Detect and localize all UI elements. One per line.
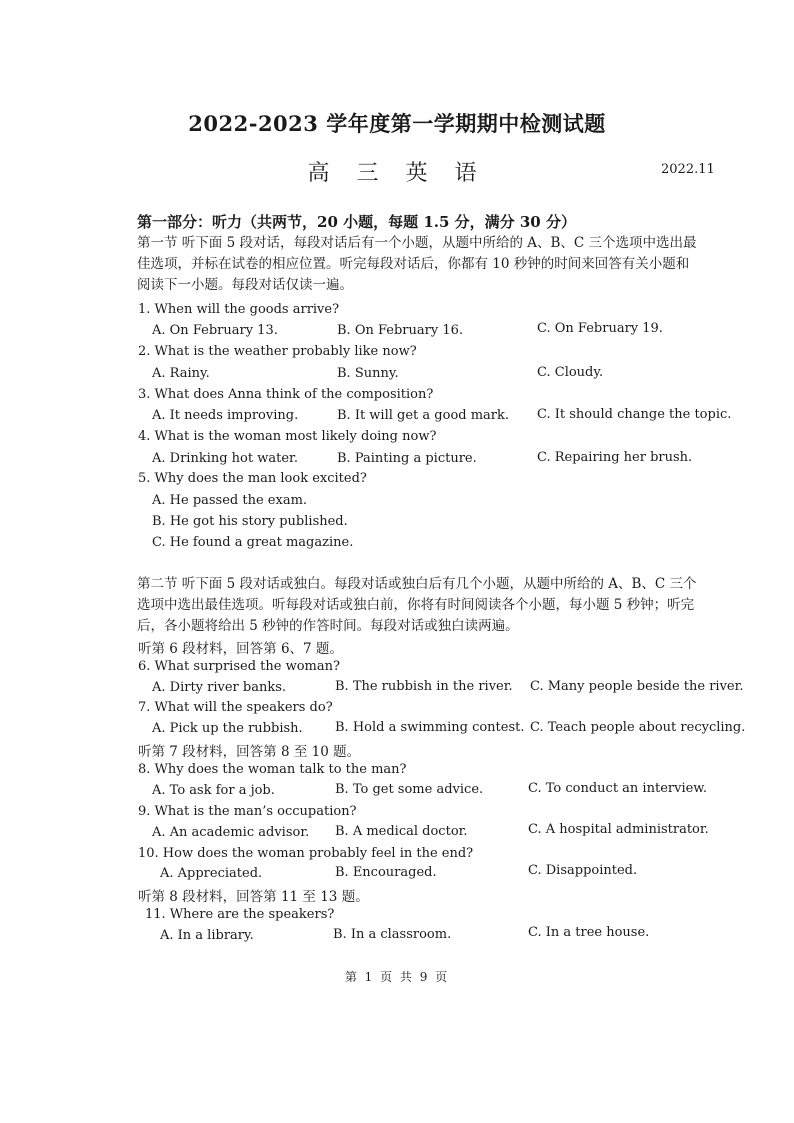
option-c: C. Cloudy. xyxy=(537,365,604,380)
option-a: A. An academic advisor. xyxy=(152,825,310,840)
option-b: B. A medical doctor. xyxy=(335,824,468,839)
question-11: 11. Where are the speakers? xyxy=(145,907,335,922)
option-c: C. To conduct an interview. xyxy=(528,781,708,796)
option-b: B. On February 16. xyxy=(337,323,464,338)
option-b: B. Hold a swimming contest. xyxy=(335,720,525,735)
instruction-line: 后，各小题将给出 5 秒钟的作答时间。每段对话或独白读两遍。 xyxy=(137,618,519,634)
instruction-line: 阅读下一小题。每段对话仅读一遍。 xyxy=(137,277,353,293)
option-a: A. Rainy. xyxy=(152,366,210,381)
instruction-line: 选项中选出最佳选项。听每段对话或独白前，你将有时间阅读各个小题，每小题 5 秒钟；听完 xyxy=(137,597,695,613)
exam-title: 2022-2023 学年度第一学期期中检测试题 xyxy=(188,111,606,136)
instruction-line: 第一节 听下面 5 段对话，每段对话后有一个小题，从题中所给的 A、B、C 三个选项中选出最 xyxy=(137,235,697,251)
section2-instructions xyxy=(137,574,722,637)
option-b: B. Encouraged. xyxy=(335,865,437,880)
question-3: 3. What does Anna think of the composition? xyxy=(138,387,434,402)
material-note-6: 听第 6 段材料，回答第 6、7 题。 xyxy=(138,641,343,657)
question-8: 8. Why does the woman talk to the man? xyxy=(138,762,407,777)
option-c: C. Disappointed. xyxy=(528,863,638,878)
option-c: C. A hospital administrator. xyxy=(528,822,709,837)
option-b: B. It will get a good mark. xyxy=(337,408,510,423)
option-b: B. He got his story published. xyxy=(152,514,348,529)
option-a: A. He passed the exam. xyxy=(152,493,308,508)
option-b: B. The rubbish in the river. xyxy=(335,679,513,694)
question-10: 10. How does the woman probably feel in the end? xyxy=(138,846,474,861)
option-c: C. He found a great magazine. xyxy=(152,535,354,550)
option-b: B. Sunny. xyxy=(337,366,399,381)
question-5: 5. Why does the man look excited? xyxy=(138,471,367,486)
material-note-8: 听第 8 段材料，回答第 11 至 13 题。 xyxy=(138,889,369,905)
question-9: 9. What is the man’s occupation? xyxy=(138,804,357,819)
option-a: A. It needs improving. xyxy=(152,408,299,423)
instruction-line: 第二节 听下面 5 段对话或独白。每段对话或独白后有几个小题，从题中所给的 A、B、C 三个 xyxy=(137,576,697,592)
option-a: A. To ask for a job. xyxy=(152,783,275,798)
option-c: C. Many people beside the river. xyxy=(530,679,744,694)
option-c: C. It should change the topic. xyxy=(537,407,732,422)
option-b: B. Painting a picture. xyxy=(337,451,477,466)
section1-instructions xyxy=(137,233,722,296)
page-number: 第 1 页 共 9 页 xyxy=(344,970,450,984)
option-a: A. In a library. xyxy=(160,928,254,943)
option-c: C. Teach people about recycling. xyxy=(530,720,746,735)
question-1: 1. When will the goods arrive? xyxy=(138,302,340,317)
question-6: 6. What surprised the woman? xyxy=(138,659,340,674)
exam-date: 2022.11 xyxy=(661,162,715,177)
exam-subject: 高 三 英 语 xyxy=(307,161,487,186)
part1-heading: 第一部分：听力（共两节，20 小题，每题 1.5 分，满分 30 分） xyxy=(137,213,576,231)
option-a: A. Pick up the rubbish. xyxy=(152,721,303,736)
option-c: C. Repairing her brush. xyxy=(537,450,693,465)
question-7: 7. What will the speakers do? xyxy=(138,700,333,715)
option-b: B. To get some advice. xyxy=(335,782,484,797)
option-a: A. On February 13. xyxy=(152,323,278,338)
question-2: 2. What is the weather probably like now? xyxy=(138,344,417,359)
option-a: A. Drinking hot water. xyxy=(152,451,298,466)
option-c: C. On February 19. xyxy=(537,321,663,336)
option-b: B. In a classroom. xyxy=(333,927,452,942)
option-c: C. In a tree house. xyxy=(528,925,650,940)
material-note-7: 听第 7 段材料，回答第 8 至 10 题。 xyxy=(138,744,361,760)
question-4: 4. What is the woman most likely doing now? xyxy=(138,429,437,444)
instruction-line: 佳选项，并标在试卷的相应位置。听完每段对话后，你都有 10 秒钟的时间来回答有关小题和 xyxy=(137,256,690,272)
option-a: A. Dirty river banks. xyxy=(152,680,287,695)
option-a: A. Appreciated. xyxy=(160,866,263,881)
